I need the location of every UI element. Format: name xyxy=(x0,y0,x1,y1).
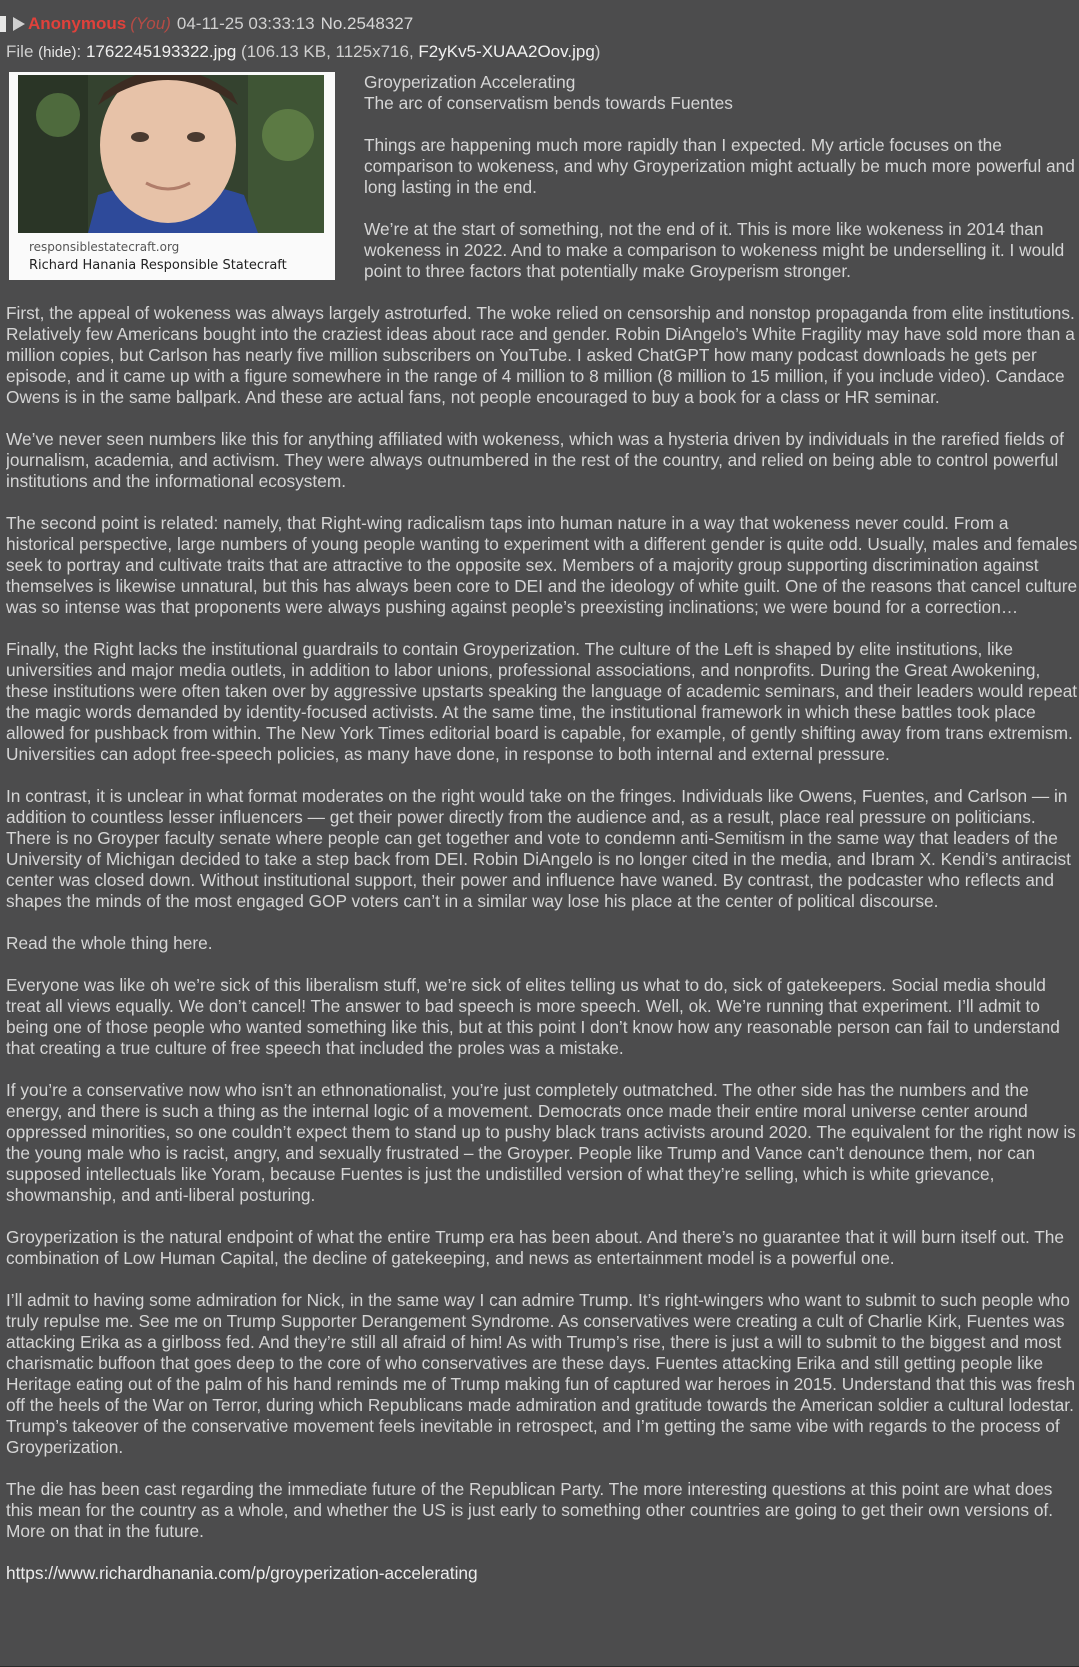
post-datetime: 04-11-25 03:33:13 xyxy=(176,14,315,33)
expand-arrow-icon[interactable] xyxy=(13,17,25,31)
file-original-name-link[interactable]: F2yKv5-XUAA2Oov.jpg xyxy=(418,42,595,61)
post-intro-text xyxy=(364,72,1076,303)
body-paragraph: Finally, the Right lacks the institutional guardrails to contain Groyperization. The culture of the Left is shaped by elite institutions, like universities and major media outlets, in addition to labor unions, professional associations, and nonprofits. During the Great Awokening, these institutions were often taken over by aggressive upstarts speaking the language of academic seminars, and their leaders would repeat the magic words demanded by identity-focused activists. At the same time, the institutional framework in which these battles took place allowed for pushback from within. The New York Times editorial board is capable, for example, of gently shifting away from trans extremism. Universities can adopt free-speech policies, as many have done, in response to both internal and external pressure. xyxy=(6,639,1078,764)
article-link[interactable]: https://www.richardhanania.com/p/groyperization-accelerating xyxy=(6,1563,478,1583)
you-marker: (You) xyxy=(130,14,171,33)
post-hide-checkbox[interactable] xyxy=(0,16,6,32)
file-info xyxy=(6,42,600,62)
body-paragraph: I’ll admit to having some admiration for Nick, in the same way I can admire Trump. It’s right-wingers who want to submit to such people who truly repulse me. See me on Trump Supporter Derangement Syndrome. As conservatives were creating a cult of Charlie Kirk, Fuentes was attacking Erika as a girlboss fed. And they’re still all afraid of him! As with Trump’s rise, there is just a will to submit to the biggest and most charismatic buffoon that goes deep to the core of who conservatives are these days. Fuentes attacking Erika and still getting people like Heritage eating out of the palm of his hand reminds me of Trump making fun of captured war heroes in 2015. Understand that this was fresh off the heels of the War on Terror, during which Republicans made admiration and gratitude towards the American soldier a cultural lodestar. Trump’s takeover of the conservative movement feels inevitable in retrospect, and I’m getting the same vibe with regards to the process of Groyperization. xyxy=(6,1290,1076,1457)
file-hide-link[interactable]: (hide) xyxy=(38,44,77,61)
portrait-image xyxy=(18,75,324,233)
file-meta-close: ) xyxy=(594,42,601,61)
body-paragraph: Everyone was like oh we’re sick of this liberalism stuff, we’re sick of elites telling us what to do, sick of gatekeepers. Social media should treat all views equally. We don’t cancel! The answer to bad speech is more speech. Well, ok. We’re running that experiment. I’ll admit to being one of those people who wanted something like this, but at this point I don’t know how any reasonable person can fail to understand that creating a true culture of free speech that included the proles was a mistake. xyxy=(6,975,1060,1058)
body-paragraph: The die has been cast regarding the immediate future of the Republican Party. The more interesting questions at this point are what does this mean for the country as a whole, and whether the US is just early to something other countries are going to get their own versions of. More on that in the future. xyxy=(6,1479,1054,1541)
body-paragraph: We’ve never seen numbers like this for anything affiliated with wokeness, which was a hysteria driven by individuals in the rarefied fields of journalism, academia, and activism. They were always outnumbered in the rest of the country, and relied on being able to control powerful institutions and the informational ecosystem. xyxy=(6,429,1064,491)
file-colon: : xyxy=(76,42,82,61)
file-meta: (106.13 KB, 1125x716, xyxy=(241,42,414,61)
body-paragraph: If you’re a conservative now who isn’t an ethnonationalist, you’re just completely outmatched. The other side has the numbers and the energy, and there is such a thing as the internal logic of a movement. Democrats once made their entire moral universe center around oppressed minorities, so one couldn’t expect them to stand up to pushy black trans activists around 2020. The equivalent for the right now is the young male who is racist, angry, and sexually frustrated – the Groyper. People like Trump and Vance can’t denounce them, nor can supposed intellectuals like Yoram, because Fuentes is just the undistilled version of what they’re selling, which is white grievance, showmanship, and anti-liberal posturing. xyxy=(6,1080,1076,1205)
poster-name: Anonymous xyxy=(28,14,127,33)
file-name-link[interactable]: 1762245193322.jpg xyxy=(85,42,237,61)
intro-paragraph: Things are happening much more rapidly than I expected. My article focuses on the comparison to wokeness, and why Groyperization might actually be much more powerful and long lasting in the end. xyxy=(364,135,1075,197)
file-prefix: File xyxy=(6,42,34,61)
thumbnail-caption-source: responsiblestatecraft.org xyxy=(29,240,180,254)
post-number-link[interactable]: No.2548327 xyxy=(320,14,414,33)
thumbnail-photo xyxy=(18,75,324,233)
body-paragraph: The second point is related: namely, that Right-wing radicalism taps into human nature in a way that wokeness never could. From a historical perspective, large numbers of young people wanting to experiment with a different gender is quite odd. Usually, males and females seek to portray and cultivate traits that are attractive to the opposite sex. Members of a majority group supporting discrimination against themselves is likewise unnatural, but this has always been core to DEI and the ideology of white guilt. One of the reasons that cancel culture was so intense was that proponents were always pushing against people’s preexisting inclinations; we were bound for a correction… xyxy=(6,513,1078,617)
body-paragraph: In contrast, it is unclear in what format moderates on the right would take on the fringes. Individuals like Owens, Fuentes, and Carlson — in addition to countless lesser influencers — get their power directly from the audience and, as a result, place real pressure on politicians. There is no Groyper faculty senate where people can get together and vote to condemn anti-Semitism in the same way that leaders of the University of Michigan decided to take a step back from DEI. Robin DiAngelo is no longer cited in the media, and Ibram X. Kendi’s antiracist center was closed down. Without institutional support, their power and influence have waned. By contrast, the podcaster who reflects and shapes the minds of the most engaged GOP voters can’t in a similar way lose his place at the center of political discourse. xyxy=(6,786,1071,911)
post-header xyxy=(0,14,413,34)
thumbnail-caption: Richard Hanania Responsible Statecraft xyxy=(29,258,287,273)
post-body-text xyxy=(6,303,1079,1605)
intro-paragraph: We’re at the start of something, not the end of it. This is more like wokeness in 2014 than wokeness in 2022. And to make a comparison to wokeness might be underselling it. I would point to three factors that potentially make Groyperism stronger. xyxy=(364,219,1065,281)
body-paragraph: Groyperization is the natural endpoint of what the entire Trump era has been about. And there’s no guarantee that it will burn itself out. The combination of Low Human Capital, the decline of gatekeeping, and news as entertainment model is a powerful one. xyxy=(6,1227,1065,1268)
post-thumbnail[interactable] xyxy=(9,72,335,280)
body-paragraph: Read the whole thing here. xyxy=(6,933,213,953)
intro-title: Groyperization Accelerating The arc of conservatism bends towards Fuentes xyxy=(364,72,733,113)
body-paragraph: First, the appeal of wokeness was always largely astroturfed. The woke relied on censorship and nonstop propaganda from elite institutions. Relatively few Americans bought into the craziest ideas about race and gender. Robin DiAngelo’s White Fragility may have sold more than a million copies, but Carlson has nearly five million subscribers on YouTube. I asked ChatGPT how many podcast downloads he gets per episode, and it came up with a figure somewhere in the range of 4 million to 8 million (8 million to 15 million, if you include video). Candace Owens is in the same ballpark. And these are actual fans, not people encouraged to buy a book for a class or HR seminar. xyxy=(6,303,1075,407)
